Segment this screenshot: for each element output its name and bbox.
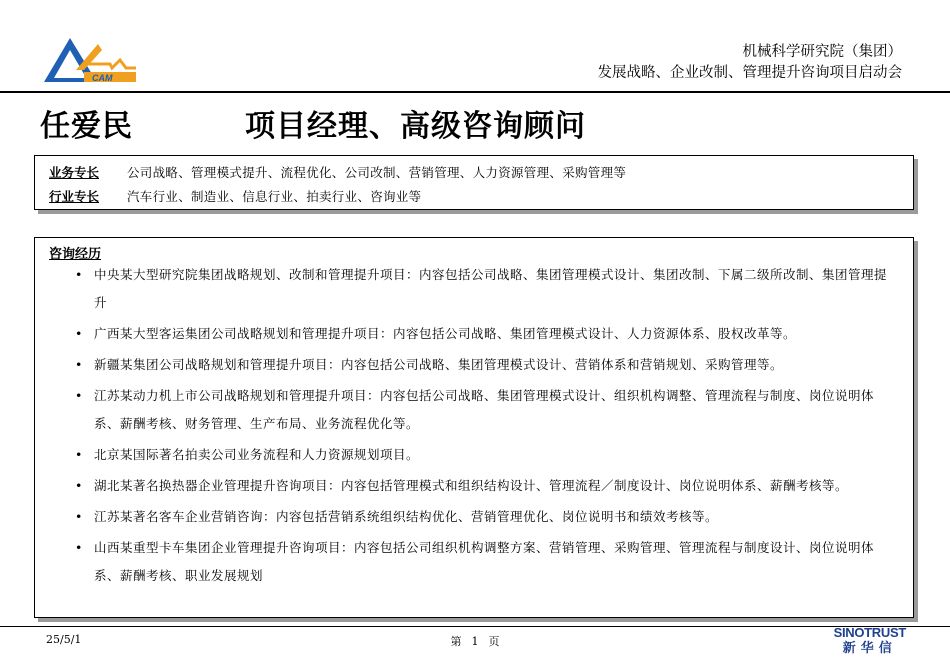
expertise-box bbox=[34, 155, 914, 210]
bullet-icon: • bbox=[75, 509, 83, 524]
header-titles bbox=[598, 42, 903, 84]
list-item bbox=[75, 382, 893, 438]
bullet-icon: • bbox=[75, 267, 83, 282]
experience-item-text: 江苏某著名客车企业营销咨询：内容包括营销系统组织结构优化、营销管理优化、岗位说明书和绩效考核等。 bbox=[94, 509, 719, 524]
list-item bbox=[75, 441, 893, 469]
brand-cn: 新华信 bbox=[842, 640, 897, 655]
list-item bbox=[75, 503, 893, 531]
bullet-icon: • bbox=[75, 478, 83, 493]
footer-divider bbox=[0, 626, 950, 627]
experience-item-text: 新疆某集团公司战略规划和管理提升项目：内容包括公司战略、集团管理模式设计、营销体系和营销规划、采购管理等。 bbox=[94, 357, 784, 372]
experience-item-text: 山西某重型卡车集团企业管理提升咨询项目：内容包括公司组织机构调整方案、营销管理、采购管理、管理流程与制度设计、岗位说明体系、薪酬考核、职业发展规划 bbox=[94, 540, 875, 583]
org-name: 机械科学研究院（集团） bbox=[742, 44, 902, 60]
brand-en: SINOTRUST bbox=[833, 625, 906, 640]
experience-item-text: 江苏某动力机上市公司战略规划和管理提升项目：内容包括公司战略、集团管理模式设计、组织机构调整、管理流程与制度、岗位说明体系、薪酬考核、财务管理、生产布局、业务流程优化等。 bbox=[94, 388, 875, 431]
list-item bbox=[75, 534, 893, 590]
experience-list bbox=[75, 261, 893, 593]
footer-date: 25/5/1 bbox=[46, 633, 82, 646]
page-prefix: 第 bbox=[450, 635, 462, 648]
list-item bbox=[75, 320, 893, 348]
list-item bbox=[75, 351, 893, 379]
experience-item-text: 北京某国际著名拍卖公司业务流程和人力资源规划项目。 bbox=[94, 447, 420, 462]
business-expertise-value: 公司战略、管理模式提升、流程优化、公司改制、营销管理、人力资源管理、采购管理等 bbox=[127, 165, 627, 180]
bullet-icon: • bbox=[75, 540, 83, 555]
list-item bbox=[75, 472, 893, 500]
experience-title: 咨询经历 bbox=[49, 247, 102, 262]
experience-item-text: 中央某大型研究院集团战略规划、改制和管理提升项目：内容包括公司战略、集团管理模式设计、集团改制、下属二级所改制、集团管理提升 bbox=[94, 267, 888, 310]
experience-item-text: 广西某大型客运集团公司战略规划和管理提升项目：内容包括公司战略、集团管理模式设计、人力资源体系、股权改革等。 bbox=[94, 326, 797, 341]
page-number-value: 1 bbox=[471, 635, 479, 648]
person-name: 任爱民 bbox=[40, 109, 133, 144]
industry-expertise-value: 汽车行业、制造业、信息行业、拍卖行业、咨询业等 bbox=[127, 189, 422, 204]
header-divider bbox=[0, 91, 950, 93]
cam-logo bbox=[40, 34, 140, 86]
logo-text: CAM bbox=[92, 73, 113, 83]
bullet-icon: • bbox=[75, 447, 83, 462]
experience-box bbox=[34, 237, 914, 618]
industry-expertise-row bbox=[49, 187, 421, 205]
page-number bbox=[0, 633, 950, 649]
bullet-icon: • bbox=[75, 388, 83, 403]
event-title: 发展战略、企业改制、管理提升咨询项目启动会 bbox=[597, 65, 902, 81]
person-role: 项目经理、高级咨询顾问 bbox=[245, 109, 586, 144]
sinotrust-logo bbox=[834, 626, 906, 655]
list-item bbox=[75, 261, 893, 317]
business-expertise-label: 业务专长 bbox=[49, 165, 100, 180]
industry-expertise-label: 行业专长 bbox=[49, 189, 100, 204]
bullet-icon: • bbox=[75, 326, 83, 341]
page-suffix: 页 bbox=[488, 635, 500, 648]
experience-item-text: 湖北某著名换热器企业管理提升咨询项目：内容包括管理模式和组织结构设计、管理流程／制度设计、岗位说明体系、薪酬考核等。 bbox=[94, 478, 849, 493]
bullet-icon: • bbox=[75, 357, 83, 372]
business-expertise-row bbox=[49, 163, 626, 181]
